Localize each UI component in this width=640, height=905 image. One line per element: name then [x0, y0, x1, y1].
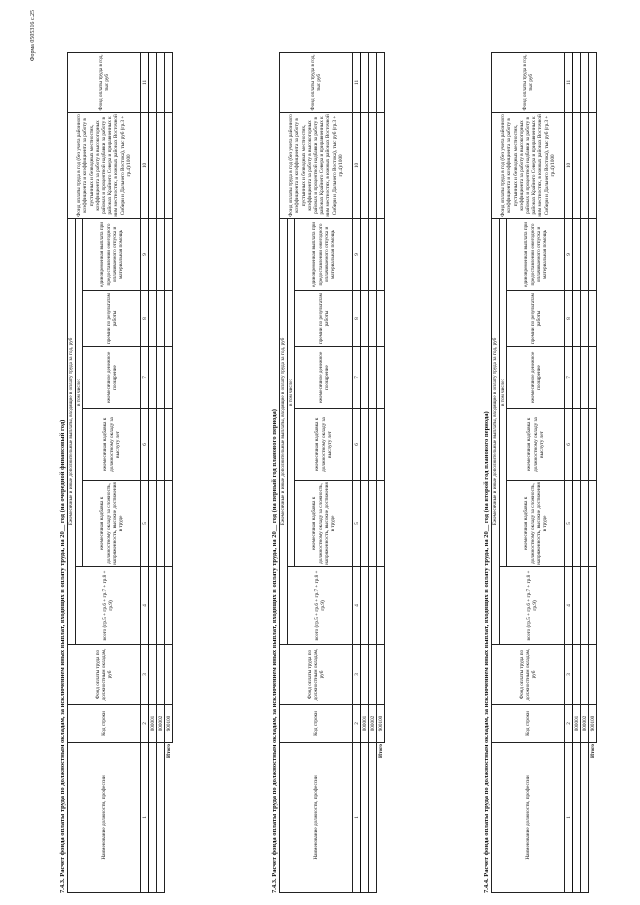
header-vacation-payment: единовременная выплата при предоставлении ежегодного оплачиваемого отпуска и материальная помощь [507, 218, 565, 290]
row-code: 000001 [573, 705, 581, 743]
data-cell[interactable] [157, 481, 165, 567]
column-number: 1 [353, 743, 361, 893]
data-cell[interactable] [361, 743, 369, 893]
column-number: 6 [141, 409, 149, 481]
data-cell[interactable] [573, 567, 581, 645]
data-cell[interactable] [361, 567, 369, 645]
itogo-cell[interactable] [377, 347, 385, 409]
column-number: 3 [353, 645, 361, 705]
data-cell[interactable] [581, 481, 589, 567]
column-number: 8 [141, 291, 149, 347]
column-number: 10 [565, 112, 573, 218]
header-including: в том числе: [76, 218, 83, 566]
data-cell[interactable] [369, 743, 377, 893]
column-number: 11 [353, 52, 361, 112]
header-annual-fund-total: Фонд оплаты труда в год, тыс руб [492, 52, 565, 112]
data-cell[interactable] [157, 218, 165, 290]
data-cell[interactable] [149, 291, 157, 347]
itogo-cell[interactable] [589, 567, 597, 645]
header-performance-bonus: премии по результатам работы [507, 291, 565, 347]
data-cell[interactable] [573, 347, 581, 409]
data-cell[interactable] [581, 52, 589, 112]
header-complexity-bonus: ежемесячная надбавка к должностному окладу за сложность, напряженность, высокие достижения в труде [295, 481, 353, 567]
itogo-cell[interactable] [377, 645, 385, 705]
itogo-cell[interactable] [377, 218, 385, 290]
data-cell[interactable] [361, 52, 369, 112]
column-number: 10 [353, 112, 361, 218]
column-number: 4 [141, 567, 149, 645]
data-cell[interactable] [581, 291, 589, 347]
header-complexity-bonus: ежемесячная надбавка к должностному окладу за сложность, напряженность, высокие достижения в труде [507, 481, 565, 567]
data-cell[interactable] [581, 112, 589, 218]
column-number: 8 [565, 291, 573, 347]
table-row [157, 52, 165, 892]
itogo-code: 900100 [377, 705, 385, 743]
data-cell[interactable] [573, 743, 581, 893]
itogo-cell[interactable] [589, 218, 597, 290]
table-row [361, 52, 369, 892]
itogo-code: 900100 [165, 705, 173, 743]
header-total: всего (гр.5 + гр.6 + гр.7 + гр.8 + гр.9) [500, 567, 565, 645]
column-number: 11 [565, 52, 573, 112]
header-total: всего (гр.5 + гр.6 + гр.7 + гр.8 + гр.9) [76, 567, 141, 645]
itogo-label: Итого [589, 744, 596, 758]
itogo-cell[interactable] [165, 218, 173, 290]
data-cell[interactable] [361, 645, 369, 705]
header-including: в том числе: [288, 218, 295, 566]
itogo-cell[interactable] [165, 347, 173, 409]
itogo-cell[interactable] [165, 52, 173, 112]
data-cell[interactable] [369, 218, 377, 290]
data-cell[interactable] [157, 409, 165, 481]
section-title: 7.4.3. Расчет фонда оплаты труда по должностным окладам, за исключением иных выплат, входящих в оплату труда, на 20__ год (на первый год планового периода) [271, 409, 278, 893]
data-cell[interactable] [581, 567, 589, 645]
data-cell[interactable] [149, 112, 157, 218]
column-number: 9 [353, 218, 361, 290]
data-cell[interactable] [581, 347, 589, 409]
data-cell[interactable] [157, 291, 165, 347]
data-cell[interactable] [361, 218, 369, 290]
column-number: 3 [141, 645, 149, 705]
section-3 [482, 53, 597, 893]
itogo-cell[interactable] [165, 481, 173, 567]
column-number: 6 [565, 409, 573, 481]
header-seniority-bonus: ежемесячная надбавка к должностному окладу за выслугу лет [295, 409, 353, 481]
data-cell[interactable] [157, 112, 165, 218]
header-row-code: Код строки [68, 705, 141, 743]
itogo-label: Итого [377, 744, 384, 758]
header-vacation-payment: единовременная выплата при предоставлении ежегодного оплачиваемого отпуска и материальная помощь [295, 218, 353, 290]
data-cell[interactable] [157, 645, 165, 705]
header-annual-fund: Фонд оплаты труда в год (без учета районного коэффициента и коэффициента за работу в пустынных и безводных местностях, коэффициента за работу в высокогорных районах и процентной надбавки за работу в районах Крайнего Севера и приравненных к ним местностях, в южных районах Восточной Сибири и Дальнего Востока), тыс руб (гр.3 + гр.4)/1000 [492, 112, 565, 218]
header-seniority-bonus: ежемесячная надбавка к должностному окладу за выслугу лет [507, 409, 565, 481]
column-number: 5 [141, 481, 149, 567]
itogo-row [589, 52, 597, 892]
data-cell[interactable] [361, 347, 369, 409]
table-row [369, 52, 377, 892]
column-number: 2 [141, 705, 149, 743]
column-number: 1 [565, 743, 573, 893]
data-cell[interactable] [573, 291, 581, 347]
column-number: 4 [353, 567, 361, 645]
itogo-row [165, 52, 173, 892]
itogo-cell[interactable] [377, 112, 385, 218]
itogo-cell[interactable] [589, 409, 597, 481]
data-cell[interactable] [361, 112, 369, 218]
data-cell[interactable] [581, 218, 589, 290]
header-complexity-bonus: ежемесячная надбавка к должностному окладу за сложность, напряженность, высокие достижения в труде [83, 481, 141, 567]
data-cell[interactable] [149, 481, 157, 567]
row-code: 000002 [369, 705, 377, 743]
header-vacation-payment: единовременная выплата при предоставлении ежегодного оплачиваемого отпуска и материальная помощь [83, 218, 141, 290]
column-number: 1 [141, 743, 149, 893]
data-cell[interactable] [369, 52, 377, 112]
payroll-table [491, 52, 597, 893]
itogo-label: Итого [165, 744, 172, 758]
header-row-code: Код строки [492, 705, 565, 743]
data-cell[interactable] [573, 481, 581, 567]
header-position: Наименование должности, профессии [68, 743, 141, 893]
header-additional-payments: Ежемесячные и иные дополнительные выплаты, входящие в оплату труда за год, руб [68, 218, 76, 644]
data-cell[interactable] [149, 645, 157, 705]
row-code: 000002 [157, 705, 165, 743]
data-cell[interactable] [369, 112, 377, 218]
data-cell[interactable] [581, 645, 589, 705]
data-cell[interactable] [149, 567, 157, 645]
header-annual-fund-total: Фонд оплаты труда в год, тыс руб [68, 52, 141, 112]
data-cell[interactable] [369, 481, 377, 567]
data-cell[interactable] [149, 52, 157, 112]
data-cell[interactable] [573, 645, 581, 705]
row-code: 000002 [581, 705, 589, 743]
data-cell[interactable] [369, 347, 377, 409]
data-cell[interactable] [157, 743, 165, 893]
itogo-cell[interactable] [589, 347, 597, 409]
header-annual-fund-total: Фонд оплаты труда в год, тыс руб [280, 52, 353, 112]
column-numbers-row [141, 52, 149, 892]
data-cell[interactable] [573, 52, 581, 112]
column-number: 11 [141, 52, 149, 112]
section-title: 7.4.3. Расчет фонда оплаты труда по должностным окладам, за исключением иных выплат, входящих в оплату труда, на 20__ год (на очередной финансовый год) [59, 419, 66, 893]
header-including: в том числе: [500, 218, 507, 566]
data-cell[interactable] [573, 112, 581, 218]
itogo-cell[interactable] [165, 112, 173, 218]
itogo-cell[interactable] [377, 409, 385, 481]
column-number: 2 [565, 705, 573, 743]
section-title: 7.4.4. Расчет фонда оплаты труда по должностным окладам, за исключением иных выплат, входящих в оплату труда, на 20__ год (на второй год планового периода) [483, 411, 490, 893]
column-number: 5 [565, 481, 573, 567]
column-number: 10 [141, 112, 149, 218]
form-code: Форма 0505316 с.25 [30, 10, 36, 62]
header-total: всего (гр.5 + гр.6 + гр.7 + гр.8 + гр.9) [288, 567, 353, 645]
column-number: 7 [141, 347, 149, 409]
itogo-cell[interactable] [377, 567, 385, 645]
itogo-cell[interactable] [165, 409, 173, 481]
data-cell[interactable] [369, 567, 377, 645]
header-position: Наименование должности, профессии [492, 743, 565, 893]
data-cell[interactable] [157, 52, 165, 112]
data-cell[interactable] [573, 218, 581, 290]
payroll-table [279, 52, 385, 893]
column-number: 7 [353, 347, 361, 409]
table-row [581, 52, 589, 892]
itogo-cell[interactable] [165, 567, 173, 645]
header-annual-fund: Фонд оплаты труда в год (без учета районного коэффициента и коэффициента за работу в пустынных и безводных местностях, коэффициента за работу в высокогорных районах и процентной надбавки за работу в районах Крайнего Севера и приравненных к ним местностях, в южных районах Восточной Сибири и Дальнего Востока), тыс руб (гр.3 + гр.4)/1000 [280, 112, 353, 218]
itogo-cell[interactable] [589, 291, 597, 347]
data-cell[interactable] [157, 347, 165, 409]
header-monetary-incentive: ежемесячное денежное поощрение [295, 347, 353, 409]
data-cell[interactable] [581, 743, 589, 893]
section-1 [58, 53, 173, 893]
column-numbers-row [353, 52, 361, 892]
itogo-cell[interactable] [589, 481, 597, 567]
column-numbers-row [565, 52, 573, 892]
header-salary-fund: Фонд оплаты труда по должностным окладам, руб [68, 645, 141, 705]
column-number: 6 [353, 409, 361, 481]
itogo-cell[interactable] [377, 481, 385, 567]
column-number: 4 [565, 567, 573, 645]
itogo-cell[interactable] [377, 291, 385, 347]
itogo-code: 900100 [589, 705, 597, 743]
header-additional-payments: Ежемесячные и иные дополнительные выплаты, входящие в оплату труда за год, руб [492, 218, 500, 644]
header-salary-fund: Фонд оплаты труда по должностным окладам, руб [492, 645, 565, 705]
data-cell[interactable] [157, 567, 165, 645]
itogo-cell[interactable] [165, 291, 173, 347]
itogo-cell[interactable] [165, 645, 173, 705]
itogo-cell[interactable] [589, 52, 597, 112]
data-cell[interactable] [361, 409, 369, 481]
column-number: 3 [565, 645, 573, 705]
data-cell[interactable] [369, 645, 377, 705]
header-annual-fund: Фонд оплаты труда в год (без учета районного коэффициента и коэффициента за работу в пустынных и безводных местностях, коэффициента за работу в высокогорных районах и процентной надбавки за работу в районах Крайнего Севера и приравненных к ним местностях, в южных районах Восточной Сибири и Дальнего Востока), тыс руб (гр.3 + гр.4)/1000 [68, 112, 141, 218]
header-additional-payments: Ежемесячные и иные дополнительные выплаты, входящие в оплату труда за год, руб [280, 218, 288, 644]
row-code: 000001 [361, 705, 369, 743]
column-number: 9 [565, 218, 573, 290]
column-number: 8 [353, 291, 361, 347]
header-row-code: Код строки [280, 705, 353, 743]
table-row [573, 52, 581, 892]
data-cell[interactable] [573, 409, 581, 481]
column-number: 9 [141, 218, 149, 290]
data-cell[interactable] [149, 743, 157, 893]
table-row [149, 52, 157, 892]
data-cell[interactable] [581, 409, 589, 481]
header-performance-bonus: премии по результатам работы [295, 291, 353, 347]
data-cell[interactable] [369, 291, 377, 347]
header-salary-fund: Фонд оплаты труда по должностным окладам, руб [280, 645, 353, 705]
itogo-cell[interactable] [377, 52, 385, 112]
column-number: 2 [353, 705, 361, 743]
data-cell[interactable] [149, 218, 157, 290]
column-number: 7 [565, 347, 573, 409]
column-number: 5 [353, 481, 361, 567]
header-seniority-bonus: ежемесячная надбавка к должностному окладу за выслугу лет [83, 409, 141, 481]
header-performance-bonus: премии по результатам работы [83, 291, 141, 347]
data-cell[interactable] [361, 481, 369, 567]
payroll-table [67, 52, 173, 893]
header-monetary-incentive: ежемесячное денежное поощрение [507, 347, 565, 409]
data-cell[interactable] [149, 347, 157, 409]
header-position: Наименование должности, профессии [280, 743, 353, 893]
row-code: 000001 [149, 705, 157, 743]
data-cell[interactable] [149, 409, 157, 481]
itogo-cell[interactable] [589, 112, 597, 218]
data-cell[interactable] [369, 409, 377, 481]
itogo-row [377, 52, 385, 892]
header-monetary-incentive: ежемесячное денежное поощрение [83, 347, 141, 409]
itogo-cell[interactable] [589, 645, 597, 705]
data-cell[interactable] [361, 291, 369, 347]
section-2 [270, 53, 385, 893]
